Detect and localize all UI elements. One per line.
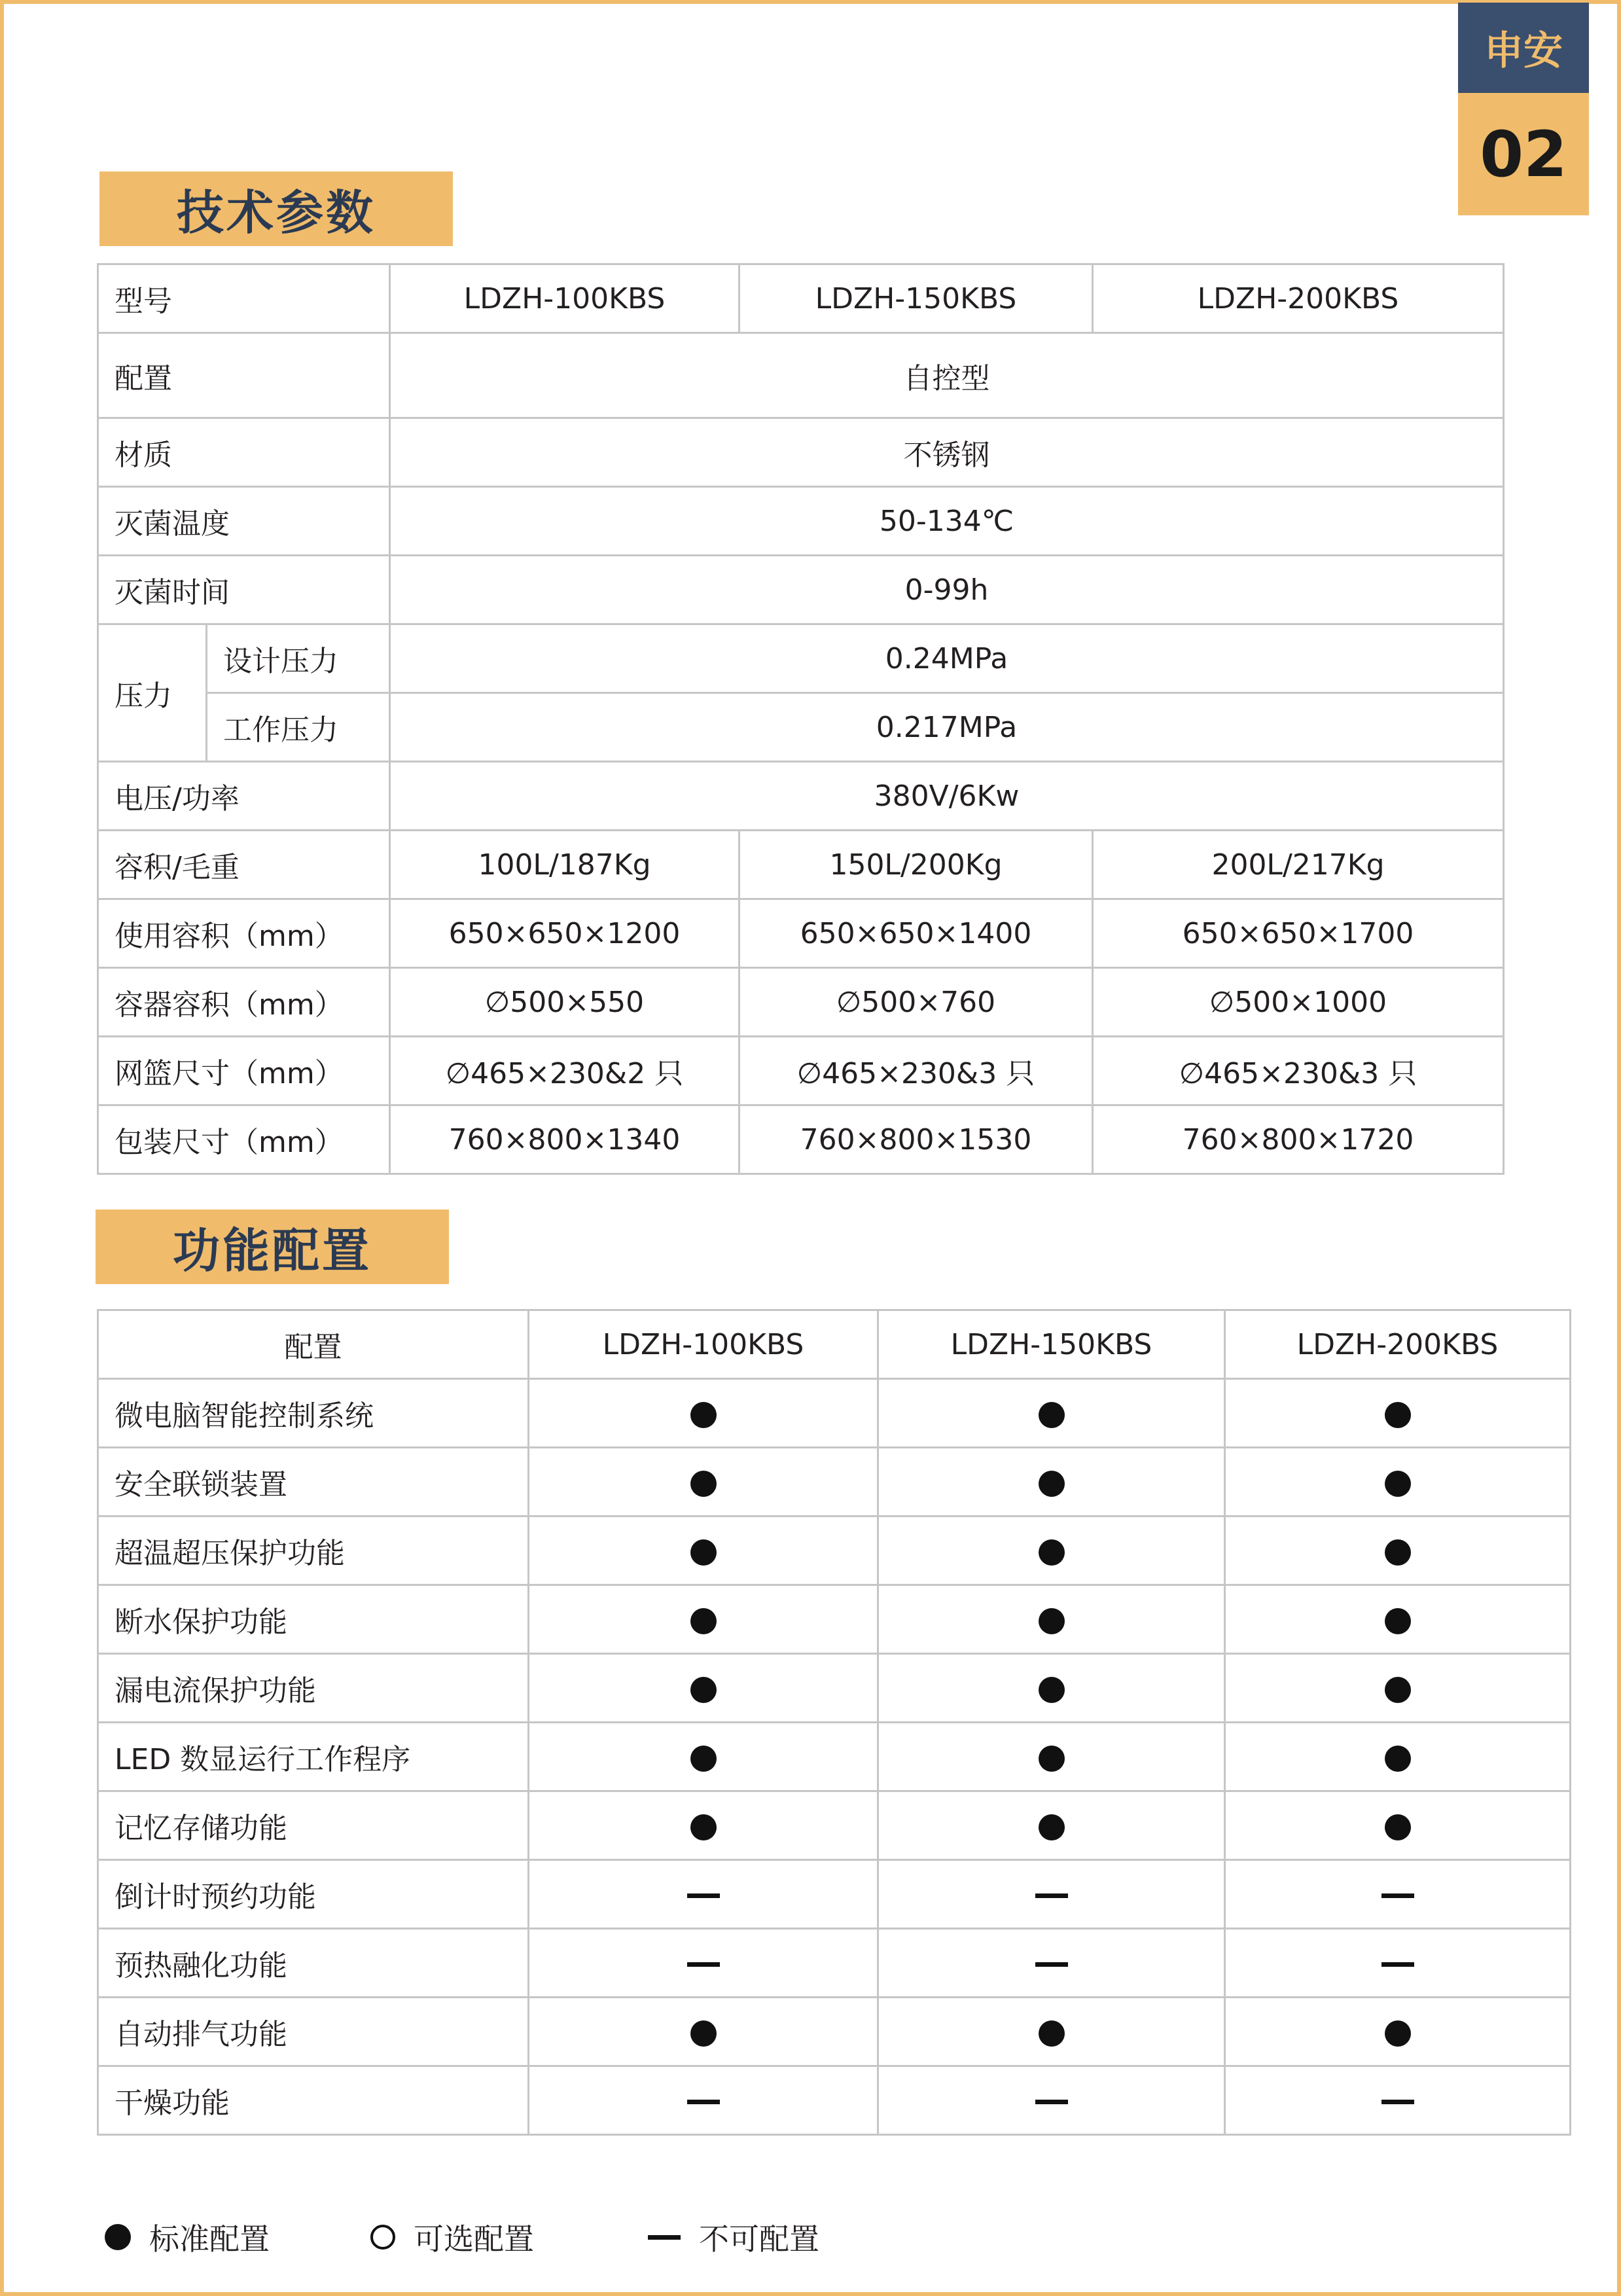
row-label: 灭菌时间 — [98, 556, 390, 624]
feature-status-cell — [529, 1379, 878, 1448]
cell-value: 760×800×1530 — [739, 1105, 1093, 1174]
table-row — [98, 1448, 1571, 1516]
row-label: 灭菌温度 — [98, 487, 390, 556]
dash-icon — [1035, 2100, 1068, 2104]
filled-dot-icon — [1385, 1539, 1411, 1566]
feature-label: 干燥功能 — [98, 2066, 529, 2135]
row-label: 配置 — [98, 333, 390, 418]
table-row — [98, 1379, 1571, 1448]
column-header: 配置 — [98, 1310, 529, 1379]
dash-icon — [1381, 1893, 1414, 1898]
feature-status-cell — [1225, 1448, 1571, 1516]
table-row — [98, 2066, 1571, 2135]
table-row — [98, 264, 1504, 333]
feature-status-cell — [529, 2066, 878, 2135]
cell-value: 不锈钢 — [390, 418, 1504, 487]
filled-dot-icon — [690, 1402, 717, 1428]
row-label: 压力 — [98, 624, 207, 762]
feature-label: 自动排气功能 — [98, 1998, 529, 2066]
cell-value: 0.217MPa — [390, 693, 1504, 762]
table-row — [98, 1037, 1504, 1105]
cell-value: ∅500×1000 — [1093, 968, 1504, 1037]
table-row — [98, 762, 1504, 831]
feature-status-cell — [878, 2066, 1225, 2135]
feature-status-cell — [1225, 1654, 1571, 1723]
row-label: 网篮尺寸（mm） — [98, 1037, 390, 1105]
model-header: LDZH-150KBS — [878, 1310, 1225, 1379]
feature-status-cell — [529, 1654, 878, 1723]
filled-dot-icon — [105, 2224, 131, 2250]
legend-optional — [370, 2211, 534, 2263]
table-row — [98, 899, 1504, 968]
feature-status-cell — [529, 1448, 878, 1516]
cell-value: ∅465×230&2 只 — [390, 1037, 739, 1105]
row-label: 容器容积（mm） — [98, 968, 390, 1037]
table-row — [98, 1585, 1571, 1654]
table-row — [98, 1516, 1571, 1585]
feature-status-cell — [1225, 2066, 1571, 2135]
cell-value: 650×650×1200 — [390, 899, 739, 968]
feature-status-cell — [878, 1379, 1225, 1448]
hollow-circle-icon — [370, 2225, 395, 2250]
filled-dot-icon — [1385, 1677, 1411, 1703]
table-row — [98, 1105, 1504, 1174]
cell-value: 0-99h — [390, 556, 1504, 624]
feature-label: 倒计时预约功能 — [98, 1860, 529, 1929]
feature-status-cell — [1225, 1998, 1571, 2066]
feature-status-cell — [529, 1791, 878, 1860]
dash-icon — [687, 1893, 720, 1898]
feature-status-cell — [878, 1654, 1225, 1723]
filled-dot-icon — [690, 1677, 717, 1703]
function-config-table — [97, 1309, 1571, 2136]
cell-value: 自控型 — [390, 333, 1504, 418]
feature-label: 预热融化功能 — [98, 1929, 529, 1998]
model-header: LDZH-150KBS — [739, 264, 1093, 333]
filled-dot-icon — [690, 1539, 717, 1566]
feature-status-cell — [1225, 1791, 1571, 1860]
cell-value: ∅500×550 — [390, 968, 739, 1037]
tech-spec-table — [97, 263, 1505, 1175]
feature-label: 记忆存储功能 — [98, 1791, 529, 1860]
page-number: 02 — [1458, 93, 1589, 215]
feature-status-cell — [878, 1860, 1225, 1929]
filled-dot-icon — [1039, 1539, 1065, 1566]
feature-status-cell — [878, 1516, 1225, 1585]
filled-dot-icon — [1385, 1814, 1411, 1840]
feature-status-cell — [1225, 1723, 1571, 1791]
dash-icon — [648, 2235, 681, 2240]
model-header: LDZH-100KBS — [390, 264, 739, 333]
table-row — [98, 556, 1504, 624]
feature-status-cell — [529, 1585, 878, 1654]
feature-status-cell — [529, 1723, 878, 1791]
row-label: 容积/毛重 — [98, 831, 390, 899]
row-label: 包装尺寸（mm） — [98, 1105, 390, 1174]
filled-dot-icon — [690, 1608, 717, 1634]
feature-label: 超温超压保护功能 — [98, 1516, 529, 1585]
cell-value: ∅465×230&3 只 — [739, 1037, 1093, 1105]
table-row — [98, 1310, 1571, 1379]
table-row — [98, 1860, 1571, 1929]
feature-label: LED 数显运行工作程序 — [98, 1723, 529, 1791]
dash-icon — [1381, 2100, 1414, 2104]
filled-dot-icon — [1385, 1608, 1411, 1634]
table-row — [98, 693, 1504, 762]
cell-value: 100L/187Kg — [390, 831, 739, 899]
legend-label: 不可配置 — [699, 2221, 819, 2257]
filled-dot-icon — [690, 1814, 717, 1840]
dash-icon — [687, 2100, 720, 2104]
feature-status-cell — [1225, 1379, 1571, 1448]
filled-dot-icon — [1039, 1677, 1065, 1703]
cell-value: ∅465×230&3 只 — [1093, 1037, 1504, 1105]
dash-icon — [1035, 1893, 1068, 1898]
feature-label: 断水保护功能 — [98, 1585, 529, 1654]
legend-label: 标准配置 — [149, 2221, 270, 2257]
cell-value: 760×800×1340 — [390, 1105, 739, 1174]
row-label: 型号 — [98, 264, 390, 333]
row-sublabel: 工作压力 — [207, 693, 390, 762]
cell-value: 760×800×1720 — [1093, 1105, 1504, 1174]
brand-badge — [1458, 3, 1589, 215]
table-row — [98, 418, 1504, 487]
legend-label: 可选配置 — [414, 2221, 534, 2257]
brand-name: 申安 — [1458, 3, 1589, 93]
cell-value: 650×650×1400 — [739, 899, 1093, 968]
filled-dot-icon — [1385, 1746, 1411, 1772]
feature-status-cell — [878, 1585, 1225, 1654]
func-section-title: 功能配置 — [96, 1210, 449, 1284]
row-label: 使用容积（mm） — [98, 899, 390, 968]
cell-value: 50-134℃ — [390, 487, 1504, 556]
filled-dot-icon — [1039, 1608, 1065, 1634]
filled-dot-icon — [690, 1471, 717, 1497]
filled-dot-icon — [1039, 2020, 1065, 2047]
feature-status-cell — [878, 1998, 1225, 2066]
tech-section-title: 技术参数 — [99, 171, 453, 246]
filled-dot-icon — [1385, 2020, 1411, 2047]
feature-status-cell — [1225, 1860, 1571, 1929]
table-row — [98, 1929, 1571, 1998]
filled-dot-icon — [1039, 1402, 1065, 1428]
feature-label: 漏电流保护功能 — [98, 1654, 529, 1723]
row-label: 材质 — [98, 418, 390, 487]
feature-status-cell — [529, 1860, 878, 1929]
feature-status-cell — [1225, 1585, 1571, 1654]
filled-dot-icon — [1039, 1814, 1065, 1840]
cell-value: 380V/6Kw — [390, 762, 1504, 831]
table-row — [98, 1654, 1571, 1723]
dash-icon — [1381, 1962, 1414, 1967]
feature-label: 微电脑智能控制系统 — [98, 1379, 529, 1448]
feature-label: 安全联锁装置 — [98, 1448, 529, 1516]
cell-value: 200L/217Kg — [1093, 831, 1504, 899]
filled-dot-icon — [1385, 1471, 1411, 1497]
table-row — [98, 831, 1504, 899]
table-row — [98, 1723, 1571, 1791]
dash-icon — [687, 1962, 720, 1967]
row-label: 电压/功率 — [98, 762, 390, 831]
feature-status-cell — [529, 1929, 878, 1998]
filled-dot-icon — [690, 2020, 717, 2047]
feature-status-cell — [1225, 1929, 1571, 1998]
model-header: LDZH-200KBS — [1093, 264, 1504, 333]
dash-icon — [1035, 1962, 1068, 1967]
model-header: LDZH-200KBS — [1225, 1310, 1571, 1379]
cell-value: 650×650×1700 — [1093, 899, 1504, 968]
filled-dot-icon — [690, 1746, 717, 1772]
legend-standard — [105, 2211, 270, 2263]
cell-value: 150L/200Kg — [739, 831, 1093, 899]
cell-value: ∅500×760 — [739, 968, 1093, 1037]
cell-value: 0.24MPa — [390, 624, 1504, 693]
feature-status-cell — [878, 1929, 1225, 1998]
feature-status-cell — [878, 1448, 1225, 1516]
table-row — [98, 624, 1504, 693]
filled-dot-icon — [1385, 1402, 1411, 1428]
feature-status-cell — [1225, 1516, 1571, 1585]
table-row — [98, 968, 1504, 1037]
feature-status-cell — [529, 1516, 878, 1585]
row-sublabel: 设计压力 — [207, 624, 390, 693]
model-header: LDZH-100KBS — [529, 1310, 878, 1379]
feature-status-cell — [878, 1791, 1225, 1860]
legend-unavailable — [648, 2211, 819, 2263]
feature-status-cell — [529, 1998, 878, 2066]
feature-status-cell — [878, 1723, 1225, 1791]
table-row — [98, 487, 1504, 556]
filled-dot-icon — [1039, 1471, 1065, 1497]
table-row — [98, 1791, 1571, 1860]
table-row — [98, 333, 1504, 418]
table-row — [98, 1998, 1571, 2066]
filled-dot-icon — [1039, 1746, 1065, 1772]
